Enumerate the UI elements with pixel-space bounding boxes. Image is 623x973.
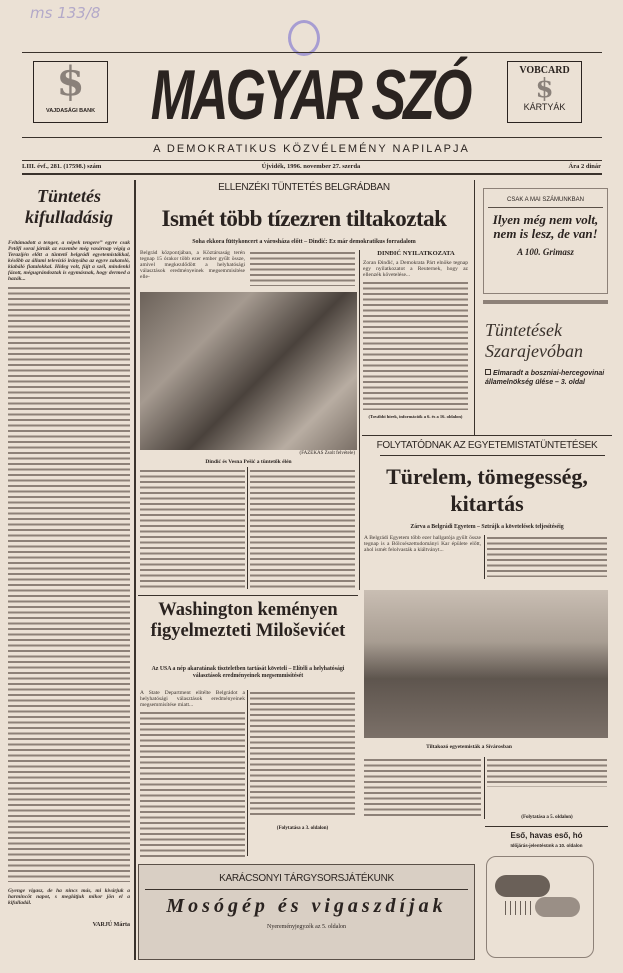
vobcard-logo: VOBCARD $ KÁRTYÁK <box>507 61 582 123</box>
lead-photo <box>140 292 357 450</box>
checkbox-icon <box>485 369 491 375</box>
promo-sub: A 100. Grimasz <box>517 247 574 257</box>
lottery-kicker: KARÁCSONYI TÁRGYSORSJÁTÉKUNK <box>219 873 394 884</box>
lead-body: Belgrád központjában, a Köztársaság terén tegnap 15 órakor több ezer ember gyűlt össze, amivel megkezdődött a helyhatósági választások eredményeinek megsemmisítése elle- <box>140 250 245 280</box>
weather-headline: Eső, havas eső, hó <box>510 831 583 840</box>
weather-sub: Időjárás-jelentésünk a 10. oldalon <box>510 843 583 848</box>
lead-body-bottom-1 <box>140 468 245 589</box>
student-headline: Türelem, tömegesség, kitartás <box>386 464 588 516</box>
washington-body: A State Department elítélte Belgrádot a helyhatósági választások eredményeinek megsemmisítése miatt... <box>140 690 245 708</box>
student-body-4 <box>487 757 607 787</box>
student-subhead: Zárva a Belgrádi Egyetem – Sztrájk a követelések teljesítéséig <box>410 524 564 530</box>
snow-cloud-icon <box>535 897 580 917</box>
sarajevo-headline: Tüntetések Szarajevóban <box>485 320 583 361</box>
washington-body-3 <box>250 690 355 818</box>
student-body-2 <box>487 535 607 577</box>
rain-drops <box>505 901 535 915</box>
lottery-headline: Mosógép és vigaszdíjak <box>166 895 447 917</box>
weather-icon <box>486 856 594 958</box>
student-body-3 <box>364 757 481 819</box>
lead-body-cont <box>250 250 355 286</box>
student-caption: Tiltakozó egyetemisták a Sívárosban <box>426 744 512 750</box>
issue-number: LIII. évf., 281. (17598.) szám <box>22 163 102 170</box>
editorial-closing: Gyenge vigasz, de ha nincs más, mi kivárjuk a harmincöt napot, s meglátjuk mikor jön el a kifulladál. <box>8 888 130 906</box>
promo-label: CSAK A MAI SZÁMUNKBAN <box>488 197 603 208</box>
washington-subhead: Az USA a nép akaratának tiszteletben tartását követeli – Elítéli a helyhatósági választások eredményeinek megsemmisítését <box>151 666 345 679</box>
sarajevo-teaser[interactable]: Elmaradt a boszniai-hercegovinai államelnökség ülése – 3. oldal <box>485 370 605 386</box>
dindic-sidebar-body: Zoran Đinđić, a Demokrata Párt elnöke tegnap egy nyilatkozatot a Reuternek, hogy az ellenzék követelése... <box>363 260 468 278</box>
issue-date: Újvidék, 1996. november 27. szerda <box>261 163 361 170</box>
vajdasagi-bank-logo: $ VAJDASÁGI BANK <box>33 61 108 123</box>
lead-kicker: ELLENZÉKI TÜNTETÉS BELGRÁDBAN <box>218 182 390 193</box>
masthead-title: MAGYAR SZÓ <box>150 56 470 136</box>
divider-bar <box>483 300 608 304</box>
price: Ára 2 dinár <box>568 163 601 170</box>
dindic-sidebar-title: DINĐIĆ NYILATKOZATA <box>377 250 455 257</box>
student-body: A Belgrádi Egyetem több ezer hallgatója gyűlt össze tegnap is a Bölcsészettudományi Kar épülete előtt, ahol ismét felolvasták a kiáltványt... <box>364 535 481 553</box>
lead-subhead: Soha ekkora füttykoncert a városháza előtt – Dinđić: Ez már demokratikus forradalom <box>192 239 416 245</box>
more-news-note: (További hírek, információk a 6. és a 16. oldalon) <box>368 414 463 419</box>
editorial-lead: Feltámadott a tenger, a népek tengere” egyre csak Petőfi sorai járták az eszembe még vasárnap végig a Terazijén előtt a tüntető belgrádi egyetemistákkal, később az állami televízió irányába az egyre zakatoló, kiabáló fiatalokkal. Hideg volt, fújt a szél, mindenki fázott, mégugrándoztak is egymásnak, hogy dermed a hazák... <box>8 240 130 282</box>
tagline: A DEMOKRATIKUS KÖZVÉLEMÉNY NAPILAPJA <box>153 143 470 155</box>
lottery-sub: Nyereményjegyzék az 5. oldalon <box>267 924 346 930</box>
editorial-body <box>8 285 130 882</box>
promo-text: Ilyen még nem volt, nem is lesz, de van! <box>492 212 599 241</box>
washington-body-2 <box>140 710 245 860</box>
student-photo <box>364 590 608 738</box>
washington-headline: Washington keményen figyelmezteti Miloševićet <box>150 600 346 641</box>
editorial-author: VARJÚ Márta <box>92 922 130 928</box>
rain-cloud-icon <box>495 875 550 897</box>
promo-box[interactable] <box>483 188 608 294</box>
lead-headline: Ismét több tízezren tiltakoztak <box>161 206 447 231</box>
photo-caption: Dindić és Vesna Pešić a tüntetők élén <box>205 459 292 465</box>
library-stamp <box>288 20 320 56</box>
lead-body-bottom-2 <box>250 468 355 589</box>
dindic-sidebar-filler <box>363 280 468 410</box>
handwritten-note: ms 133/8 <box>30 4 101 22</box>
lottery-box[interactable] <box>138 864 475 960</box>
editorial-title: Tüntetés kifulladásig <box>24 186 113 227</box>
washington-continued: (Folytatása a 3. oldalon) <box>276 826 329 831</box>
student-kicker: FOLYTATÓDNAK AZ EGYETEMISTATÜNTETÉSEK <box>376 440 598 451</box>
student-continued: (Folytatása a 5. oldalon) <box>521 815 573 820</box>
photo-credit: (FAZEKAS Zsolt felvétele) <box>299 451 355 456</box>
